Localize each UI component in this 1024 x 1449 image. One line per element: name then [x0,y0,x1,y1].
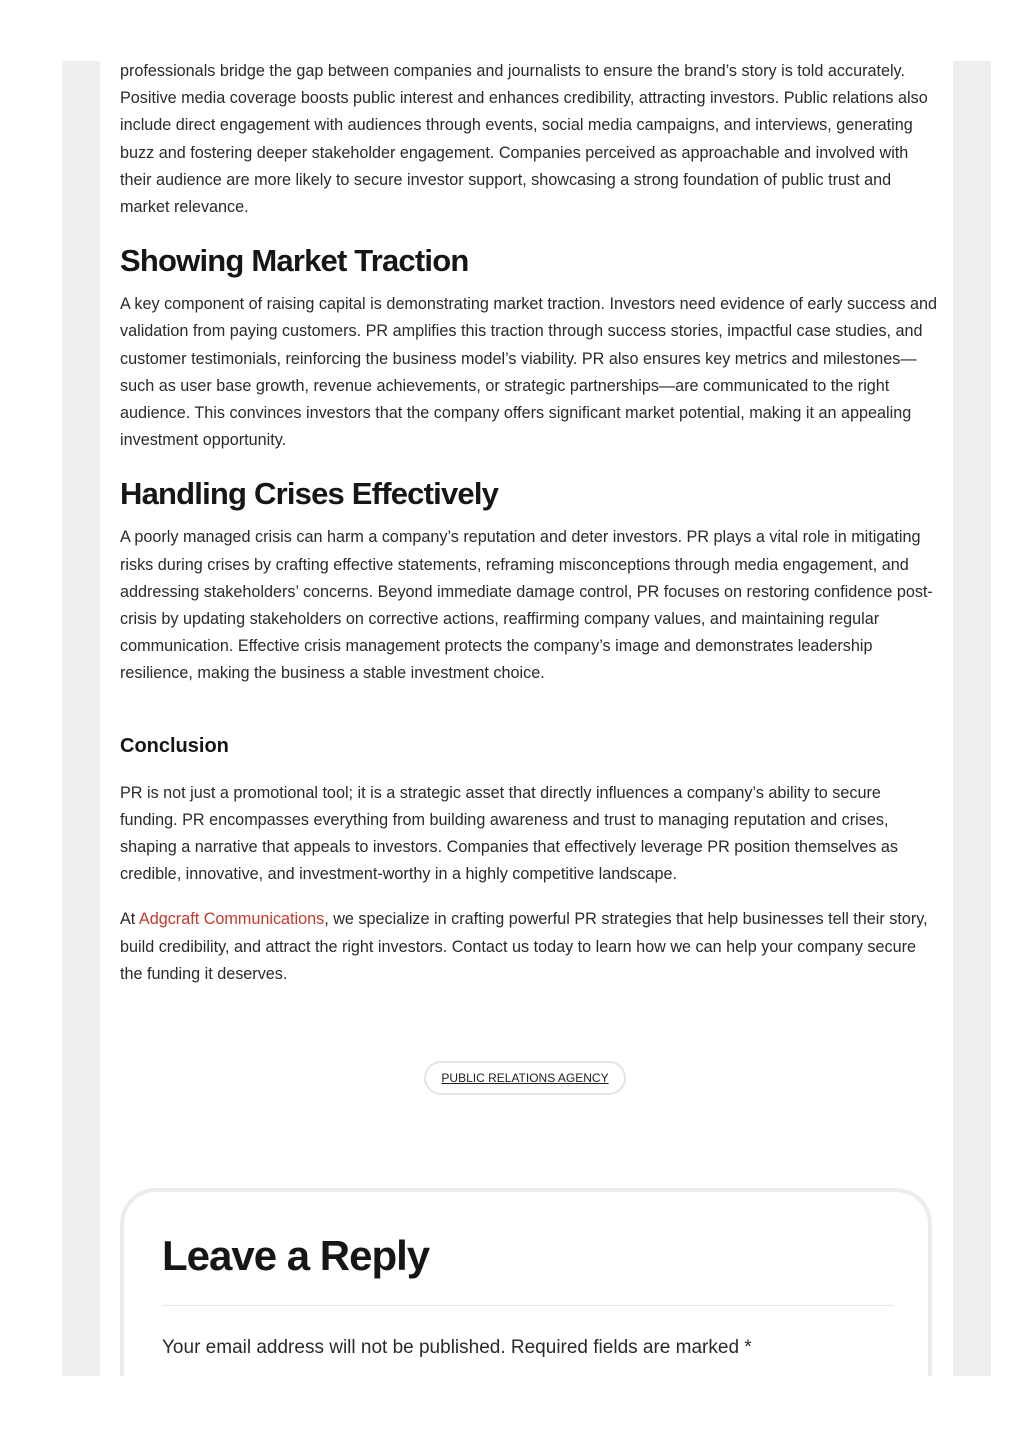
conclusion-body: PR is not just a promotional tool; it is a strategic asset that directly influences a company’s ability to secure funding. PR encompasses everything from building awareness and trust to managing reputation and crises, shaping a narrative that appeals to investors. Companies that effectively leverage PR position themselves as credible, innovative, and investment-worthy in a highly competitive landscape. [120,783,899,884]
cta-prefix: At [120,910,139,929]
reply-title: Leave a Reply [162,1232,430,1279]
reply-divider [162,1305,894,1306]
intro-paragraph: professionals bridge the gap between companies and journalists to ensure the brand’s story is told accurately. Positive media coverage boosts public interest and enhances credibility, attracting investors. Public relations also include direct engagement with audiences through events, social media campaigns, and interviews, generating buzz and fostering deeper stakeholder engagement. Companies perceived as approachable and involved with their audience are more likely to secure investor support, showcasing a strong foundation of public trust and market relevance. [120,62,928,217]
section-body-traction: A key component of raising capital is demonstrating market traction. Investors need evidence of early success and validation from paying customers. PR amplifies this traction through success stories, impactful case studies, and customer testimonials, reinforcing the business model’s viability. PR also ensures key metrics and milestones—such as user base growth, revenue achievements, or strategic partnerships—are communicated to the right audience. This convinces investors that the company offers significant market potential, making it an appealing investment opportunity. [120,295,937,450]
conclusion-heading: Conclusion [120,734,229,757]
page-bottom [0,1376,1024,1449]
section-body-crises: A poorly managed crisis can harm a company’s reputation and deter investors. PR plays a vital role in mitigating risks during crises by crafting effective statements, reframing misconceptions through media engagement, and addressing stakeholders’ concerns. Beyond immediate damage control, PR focuses on restoring confidence post-crisis by updating stakeholders on corrective actions, reaffirming company values, and maintaining regular communication. Effective crisis management protects the company’s image and demonstrates leadership resilience, making the business a stable investment choice. [120,528,933,683]
required-fields-note: Your email address will not be published. Required fields are marked * [162,1337,752,1358]
adgcraft-link[interactable]: Adgcraft Communications [138,910,325,929]
tag-public-relations-agency[interactable]: PUBLIC RELATIONS AGENCY [424,1061,625,1095]
left-gutter [62,61,100,1376]
section-heading-crises: Handling Crises Effectively [120,476,499,512]
cta-paragraph [120,906,940,988]
section-heading-traction: Showing Market Traction [120,243,469,279]
right-gutter [953,61,991,1376]
article-body [120,58,940,1006]
post-tags [0,1061,1024,1095]
cta-suffix: , we specialize in crafting powerful PR strategies that help businesses tell their story, build credibility, and attract the right investors. Contact us today to learn how we can help your company secure the funding it deserves. [120,910,928,983]
